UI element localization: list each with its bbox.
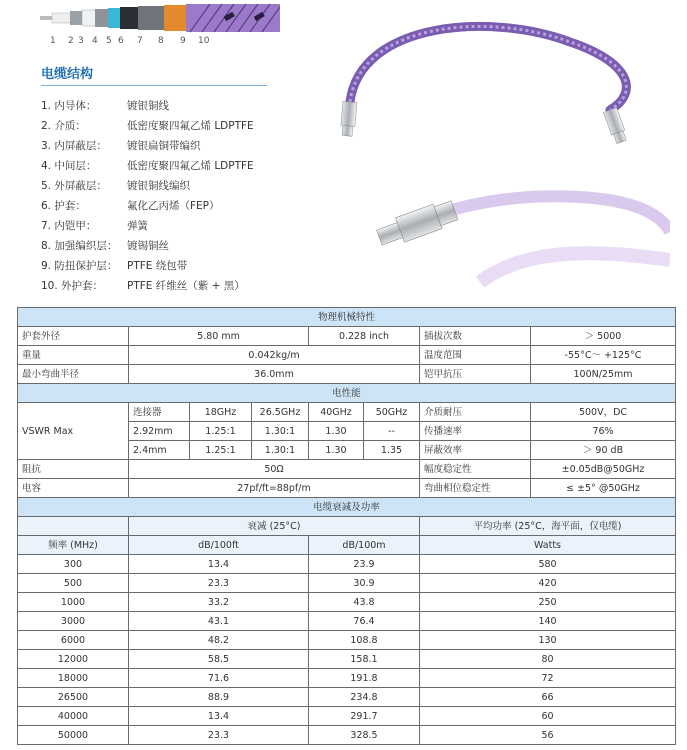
table-cell: 48.2	[129, 631, 309, 650]
table-cell: 最小弯曲半径	[18, 365, 129, 384]
table-cell: 76.4	[309, 612, 420, 631]
cable-assembly-image	[340, 2, 670, 292]
table-header-row	[18, 517, 676, 536]
table-cell: 56	[420, 726, 676, 745]
table-cell: 36.0mm	[129, 365, 420, 384]
table-cell: 13.4	[129, 555, 309, 574]
atten-head: 衰减 (25°C)	[129, 517, 420, 536]
table-cell: 弯曲相位稳定性	[420, 479, 531, 498]
table-cell: 40GHz	[309, 403, 364, 422]
table-cell: 71.6	[129, 669, 309, 688]
table-cell: 1.30:1	[252, 422, 309, 441]
structure-value: 低密度聚四氟乙烯 LDPTFE	[127, 160, 254, 172]
table-cell: 23.3	[129, 726, 309, 745]
table-cell: 50000	[18, 726, 129, 745]
table-cell: 阻抗	[18, 460, 129, 479]
structure-label: 8. 加强编织层：	[41, 240, 118, 252]
table-cell: 66	[420, 688, 676, 707]
col-ft: dB/100ft	[129, 536, 309, 555]
list-item	[41, 276, 341, 296]
structure-label: 9. 防扭保护层：	[41, 260, 118, 272]
table-cell: ±0.05dB@50GHz	[531, 460, 676, 479]
mech-title: 物理机械特性	[18, 308, 676, 327]
cable-layers-graphic	[40, 2, 280, 36]
table-row	[18, 365, 676, 384]
table-header-row	[18, 498, 676, 517]
structure-label: 7. 内铠甲：	[41, 220, 97, 232]
layer-number: 2	[68, 36, 74, 46]
layer-number: 3	[78, 36, 84, 46]
layer-number: 9	[180, 36, 186, 46]
list-item	[41, 156, 341, 176]
table-row	[18, 593, 676, 612]
structure-value: 镀锡铜丝	[127, 240, 169, 252]
table-cell: 72	[420, 669, 676, 688]
structure-label: 3. 内屏蔽层：	[41, 140, 107, 152]
table-cell: 23.3	[129, 574, 309, 593]
table-cell: 50GHz	[364, 403, 420, 422]
table-cell: 3000	[18, 612, 129, 631]
list-item	[41, 176, 341, 196]
table-cell: 27pf/ft=88pf/m	[129, 479, 420, 498]
table-cell: 58.5	[129, 650, 309, 669]
table-cell: 温度范围	[420, 346, 531, 365]
table-cell: 18000	[18, 669, 129, 688]
table-cell: 屏蔽效率	[420, 441, 531, 460]
table-row	[18, 479, 676, 498]
cable-product-photo	[340, 2, 670, 292]
table-row	[18, 327, 676, 346]
table-cell: 1.30	[309, 422, 364, 441]
structure-label: 4. 中间层：	[41, 160, 97, 172]
table-cell: 328.5	[309, 726, 420, 745]
table-cell: 76%	[531, 422, 676, 441]
table-cell: 1000	[18, 593, 129, 612]
atten-title: 电缆衰减及功率	[18, 498, 676, 517]
table-cell: 重量	[18, 346, 129, 365]
table-row	[18, 726, 676, 745]
table-cell: 300	[18, 555, 129, 574]
table-cell: 5.80 mm	[129, 327, 309, 346]
elec-title: 电性能	[18, 384, 676, 403]
table-cell: 250	[420, 593, 676, 612]
table-header-row	[18, 308, 676, 327]
table-cell: 500	[18, 574, 129, 593]
table-cell: 100N/25mm	[531, 365, 676, 384]
table-row	[18, 631, 676, 650]
table-row	[18, 403, 676, 422]
table-cell: ＞ 90 dB	[531, 441, 676, 460]
structure-value: PTFE 纤维丝（紫 + 黑）	[127, 280, 245, 292]
layer-number: 7	[137, 36, 143, 46]
layer-number: 4	[92, 36, 98, 46]
table-row	[18, 669, 676, 688]
list-item	[41, 136, 341, 156]
table-row	[18, 555, 676, 574]
structure-value: 氟化乙丙烯（FEP）	[127, 200, 220, 212]
table-cell: 291.7	[309, 707, 420, 726]
vswr-label: VSWR Max	[18, 403, 129, 460]
structure-label: 5. 外屏蔽层：	[41, 180, 107, 192]
table-cell: 2.4mm	[129, 441, 190, 460]
table-cell: 130	[420, 631, 676, 650]
structure-value: 镀银扁铜带编织	[127, 140, 201, 152]
list-item	[41, 216, 341, 236]
table-row	[18, 460, 676, 479]
spec-table	[17, 307, 676, 745]
table-cell: 18GHz	[190, 403, 252, 422]
list-item	[41, 256, 341, 276]
table-cell: 连接器	[129, 403, 190, 422]
col-w: Watts	[420, 536, 676, 555]
structure-value: 镀银铜线编织	[127, 180, 190, 192]
table-cell: 234.8	[309, 688, 420, 707]
table-cell: 140	[420, 612, 676, 631]
structure-value: 弹簧	[127, 220, 148, 232]
table-row	[18, 574, 676, 593]
layer-number: 6	[118, 36, 124, 46]
table-cell: 护套外径	[18, 327, 129, 346]
table-cell: 1.30:1	[252, 441, 309, 460]
table-cell: 30.9	[309, 574, 420, 593]
structure-label: 2. 介质：	[41, 120, 86, 132]
table-cell: 158.1	[309, 650, 420, 669]
layer-number: 5	[106, 36, 112, 46]
table-row	[18, 650, 676, 669]
table-cell: 传播速率	[420, 422, 531, 441]
table-cell: 191.8	[309, 669, 420, 688]
table-cell	[18, 517, 129, 536]
table-row	[18, 707, 676, 726]
table-cell: 580	[420, 555, 676, 574]
table-cell: 幅度稳定性	[420, 460, 531, 479]
table-cell: 1.30	[309, 441, 364, 460]
table-row	[18, 612, 676, 631]
structure-value: PTFE 绕包带	[127, 260, 188, 272]
cable-cross-section-illustration	[40, 2, 280, 44]
table-cell: 500V，DC	[531, 403, 676, 422]
col-m: dB/100m	[309, 536, 420, 555]
cable-structure-list	[41, 96, 341, 296]
layer-number: 8	[158, 36, 164, 46]
table-cell: 电容	[18, 479, 129, 498]
table-cell: 0.228 inch	[309, 327, 420, 346]
table-cell: 23.9	[309, 555, 420, 574]
table-header-row	[18, 384, 676, 403]
table-cell: 6000	[18, 631, 129, 650]
table-header-row	[18, 536, 676, 555]
table-cell: 80	[420, 650, 676, 669]
layer-number: 10	[198, 36, 210, 46]
table-cell: 43.8	[309, 593, 420, 612]
table-row	[18, 346, 676, 365]
table-cell: 1.25:1	[190, 422, 252, 441]
table-cell: 420	[420, 574, 676, 593]
table-cell: 108.8	[309, 631, 420, 650]
table-row	[18, 688, 676, 707]
table-cell: ≤ ±5° @50GHz	[531, 479, 676, 498]
structure-label: 1. 内导体：	[41, 100, 97, 112]
structure-label: 6. 护套：	[41, 200, 86, 212]
list-item	[41, 116, 341, 136]
col-freq: 频率 (MHz)	[18, 536, 129, 555]
table-cell: 1.35	[364, 441, 420, 460]
table-cell: 33.2	[129, 593, 309, 612]
power-head: 平均功率 (25°C，海平面，仅电缆)	[420, 517, 676, 536]
table-cell: 26500	[18, 688, 129, 707]
title-divider	[41, 85, 267, 86]
table-cell: 50Ω	[129, 460, 420, 479]
table-cell: 13.4	[129, 707, 309, 726]
table-cell: 88.9	[129, 688, 309, 707]
table-cell: 插拔次数	[420, 327, 531, 346]
table-cell: 43.1	[129, 612, 309, 631]
list-item	[41, 96, 341, 116]
table-cell: 0.042kg/m	[129, 346, 420, 365]
structure-value: 低密度聚四氟乙烯 LDPTFE	[127, 120, 254, 132]
structure-label: 10. 外护套：	[41, 280, 104, 292]
table-cell: 介质耐压	[420, 403, 531, 422]
table-cell: --	[364, 422, 420, 441]
list-item	[41, 236, 341, 256]
section-title: 电缆结构	[41, 67, 94, 82]
table-cell: 1.25:1	[190, 441, 252, 460]
table-cell: 铠甲抗压	[420, 365, 531, 384]
table-cell: 2.92mm	[129, 422, 190, 441]
layer-number: 1	[50, 36, 56, 46]
table-cell: 40000	[18, 707, 129, 726]
structure-value: 镀银铜线	[127, 100, 169, 112]
table-cell: 12000	[18, 650, 129, 669]
table-cell: 60	[420, 707, 676, 726]
atten-body	[18, 555, 676, 745]
table-cell: 26.5GHz	[252, 403, 309, 422]
table-cell: -55°C～ +125°C	[531, 346, 676, 365]
list-item	[41, 196, 341, 216]
table-cell: ＞ 5000	[531, 327, 676, 346]
